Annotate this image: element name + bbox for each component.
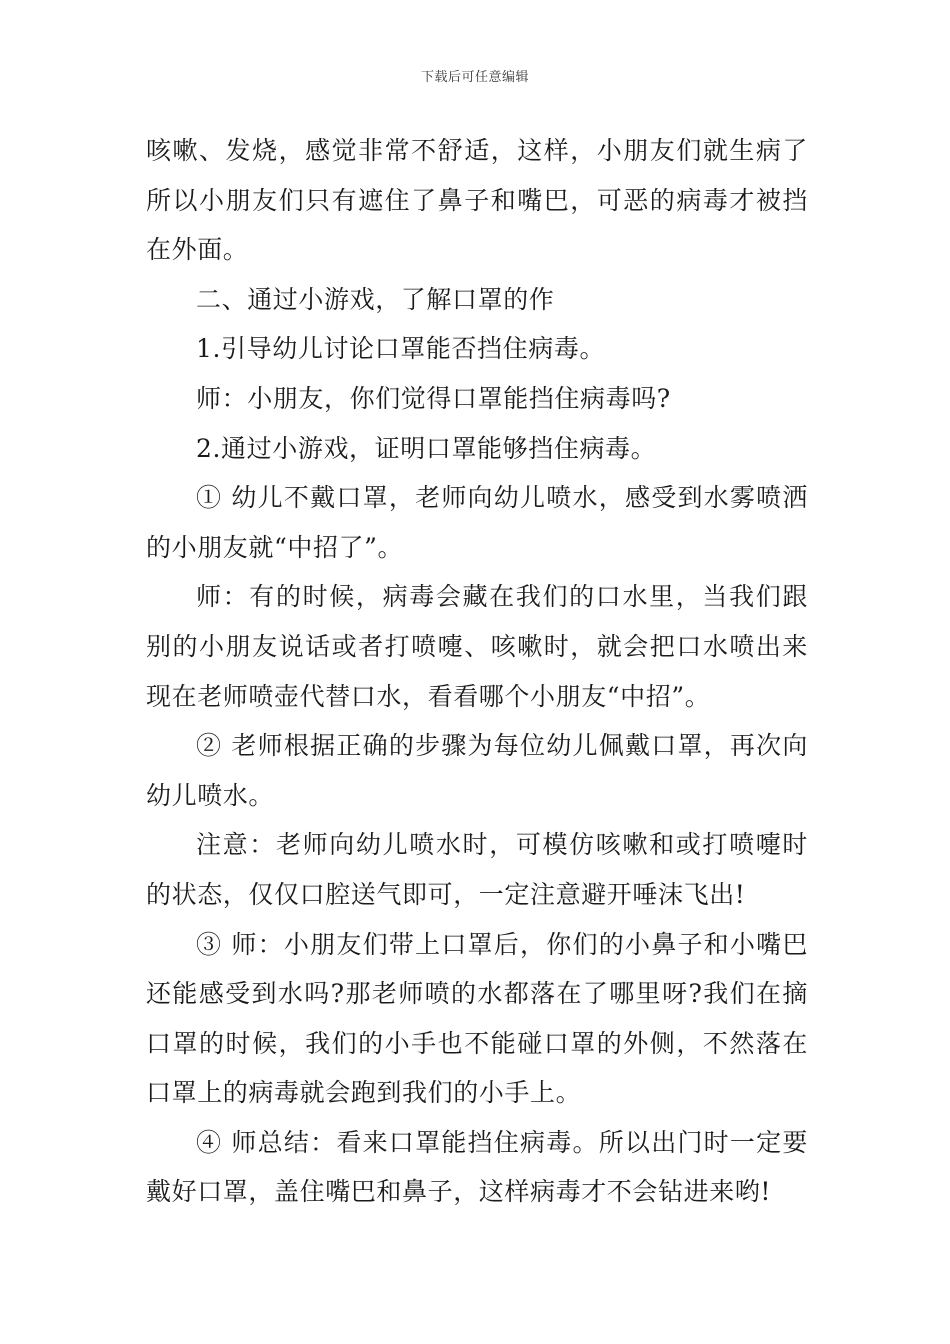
- paragraph-3: 1.引导幼儿讨论口罩能否挡住病毒。: [196, 334, 606, 364]
- paragraph-6: ① 幼儿不戴口罩，老师向幼儿喷水，感受到水雾喷洒的小朋友就“中招了”。: [146, 483, 808, 562]
- document-body: [146, 126, 808, 1217]
- paragraph-7: 师：有的时候，病毒会藏在我们的口水里，当我们跟别的小朋友说话或者打喷嚏、咳嗽时，就会把口水喷出来现在老师喷壶代替口水，看看哪个小朋友“中招”。: [146, 582, 808, 711]
- paragraph-9: 注意：老师向幼儿喷水时，可模仿咳嗽和或打喷嚏时的状态，仅仅口腔送气即可，一定注意避开唾沫飞出!: [146, 830, 808, 909]
- paragraph-4: 师：小朋友，你们觉得口罩能挡住病毒吗?: [196, 383, 671, 413]
- paragraph-10: ③ 师：小朋友们带上口罩后，你们的小鼻子和小嘴巴还能感受到水吗?那老师喷的水都落在了哪里呀?我们在摘口罩的时候，我们的小手也不能碰口罩的外侧，不然落在口罩上的病毒就会跑到我们的小手上。: [146, 929, 808, 1108]
- paragraph-8: ② 老师根据正确的步骤为每位幼儿佩戴口罩，再次向幼儿喷水。: [146, 731, 808, 810]
- paragraph-1: 咳嗽、发烧，感觉非常不舒适，这样，小朋友们就生病了所以小朋友们只有遮住了鼻子和嘴巴，可恶的病毒才被挡在外面。: [146, 136, 808, 265]
- paragraph-5: 2.通过小游戏，证明口罩能够挡住病毒。: [196, 433, 657, 463]
- paragraph-11: ④ 师总结：看来口罩能挡住病毒。所以出门时一定要戴好口罩，盖住嘴巴和鼻子，这样病毒才不会钻进来哟!: [146, 1127, 808, 1207]
- paragraph-2: 二、通过小游戏，了解口罩的作: [196, 284, 555, 314]
- header-note: 下载后可任意编辑: [420, 70, 529, 85]
